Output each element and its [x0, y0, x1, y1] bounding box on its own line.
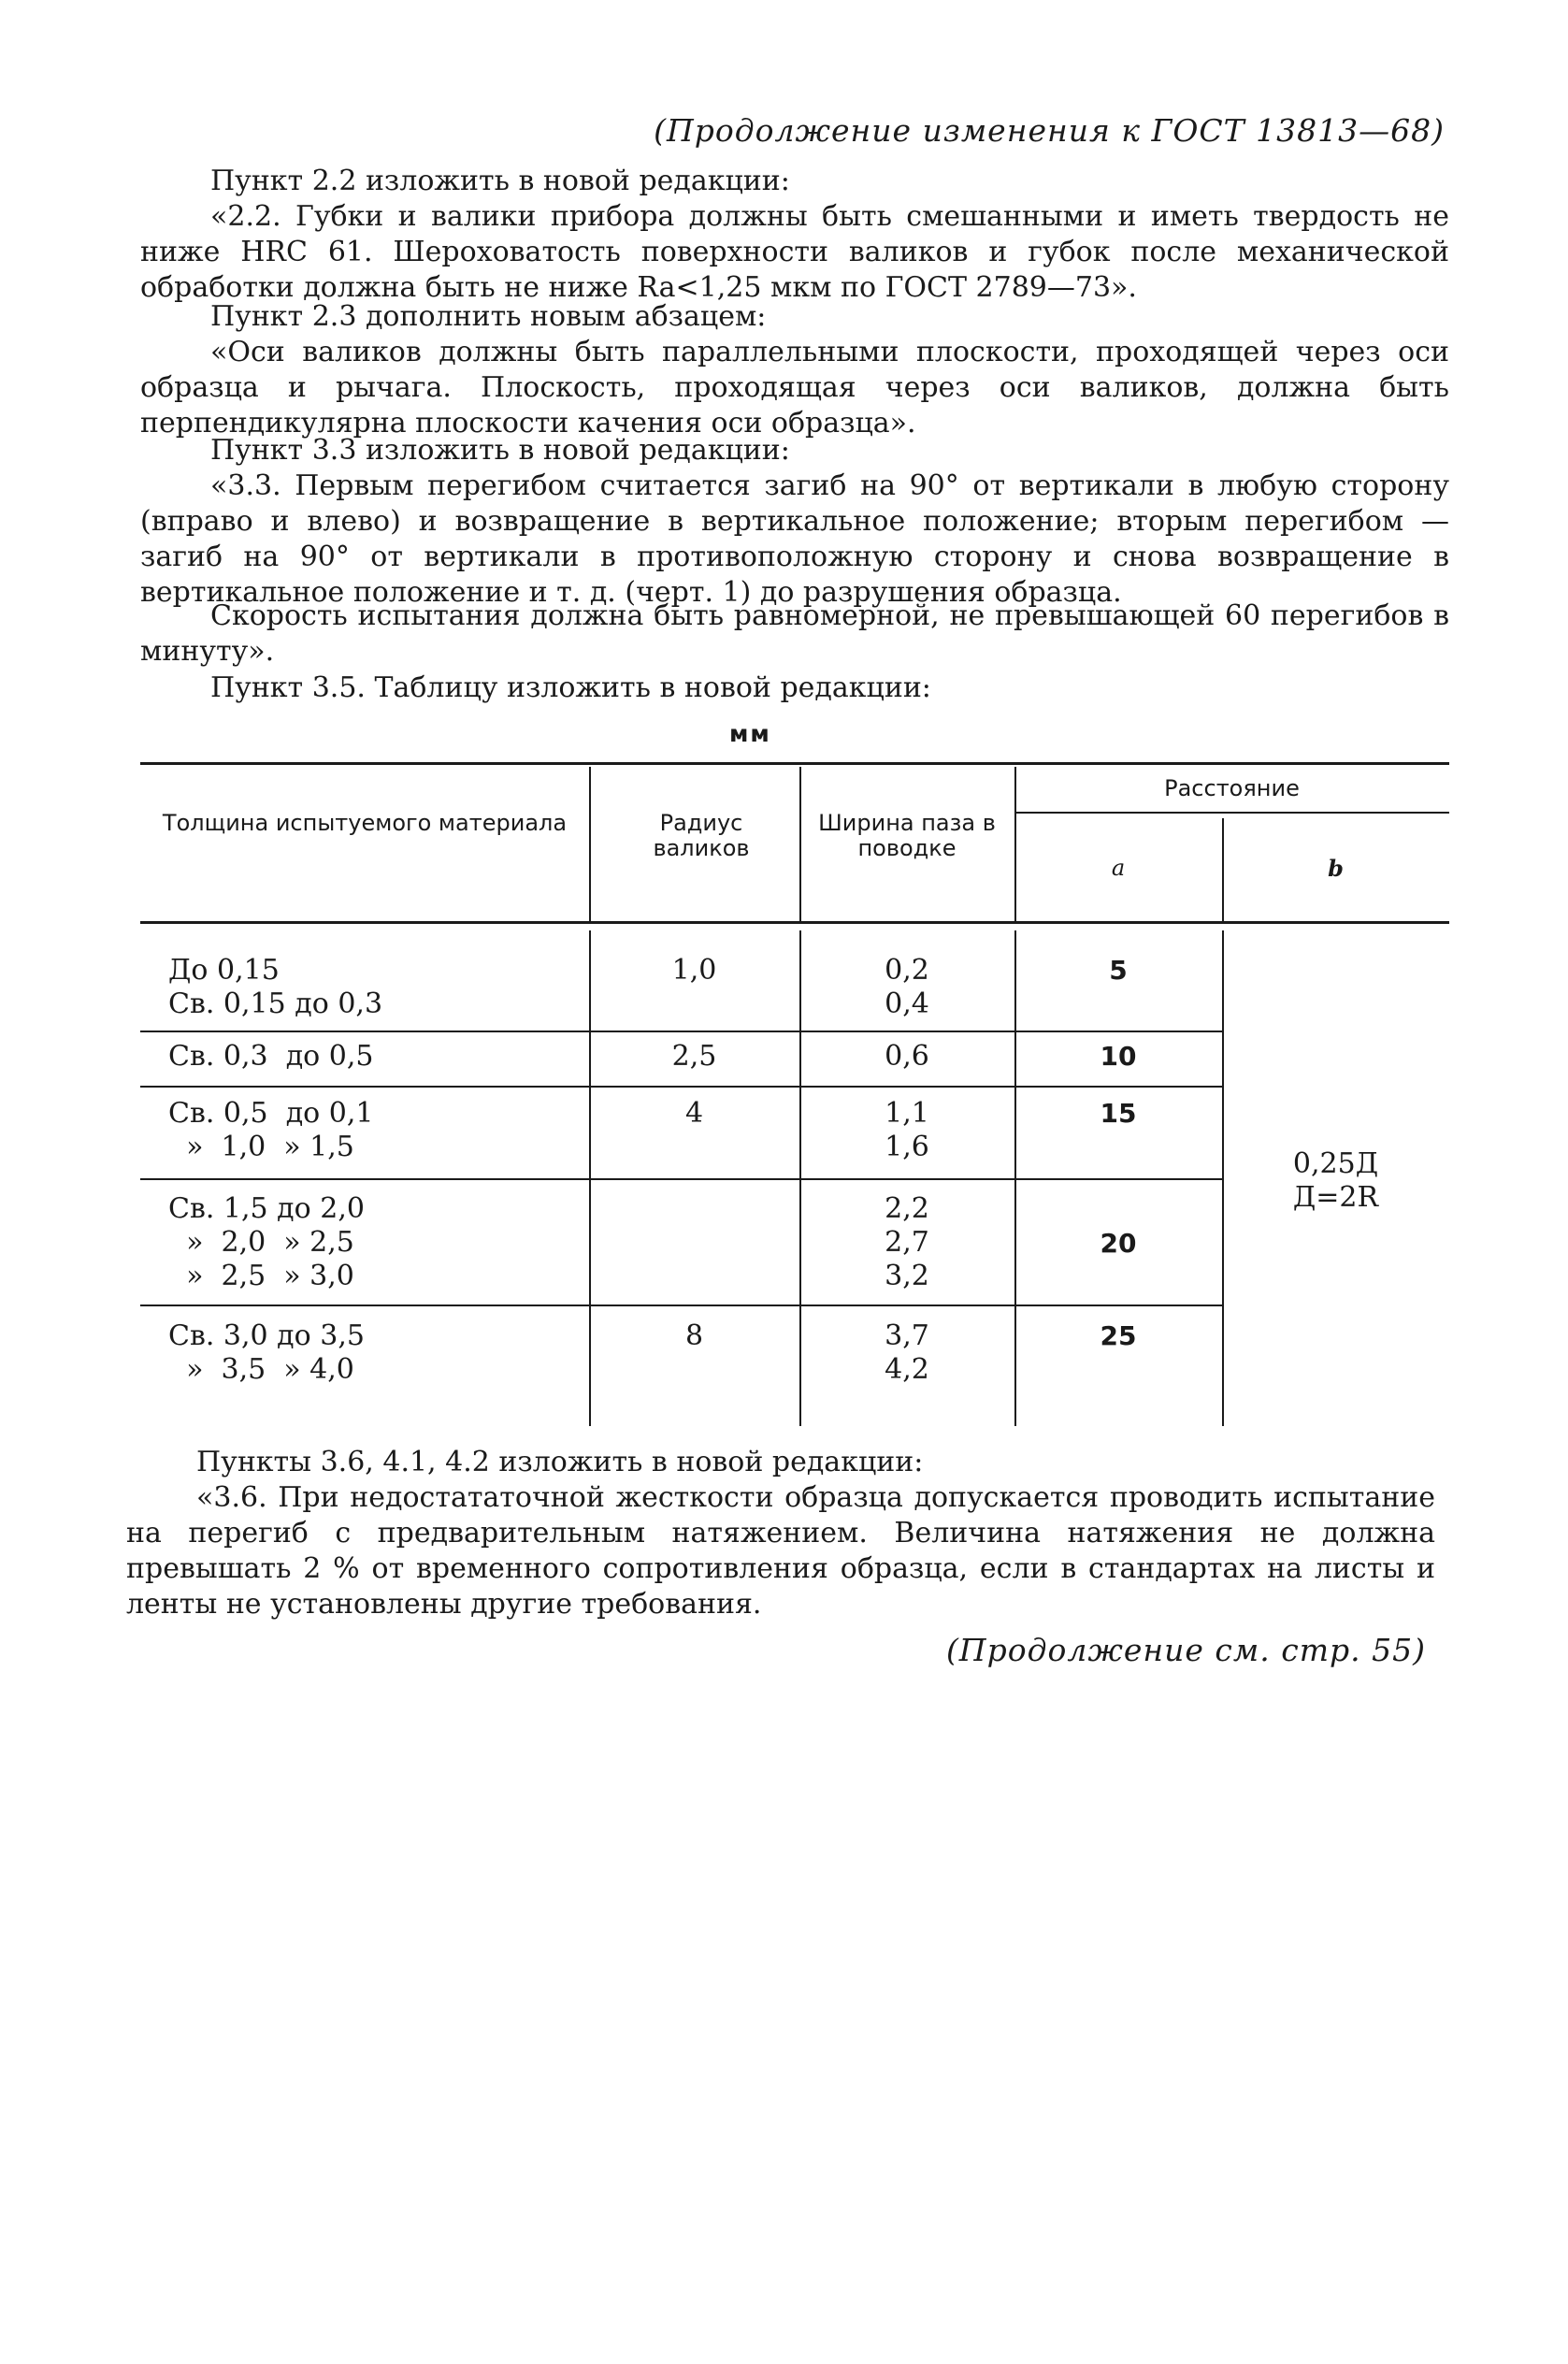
thickness-cell: » 2,5 » 3,0 — [168, 1260, 354, 1292]
distance-a-cell: 10 — [1100, 1041, 1137, 1072]
thickness-cell: Св. 0,15 до 0,3 — [168, 987, 383, 1020]
radius-cell: 2,5 — [671, 1040, 717, 1073]
group-separator-1 — [140, 1031, 1222, 1032]
dimensions-table — [140, 762, 1449, 1435]
table-unit-label: мм — [729, 720, 771, 747]
table-top-rule — [140, 762, 1449, 765]
distance-b-cell — [1222, 1147, 1449, 1215]
table-row — [140, 1192, 589, 1293]
header-divider-1 — [589, 767, 591, 921]
header-radius: Радиус валиков — [653, 810, 750, 861]
paragraph-clause-2-3: «Оси валиков должны быть параллельными плоскости, проходящей через оси образца и рычага. Плоскость, проходящая через оси валиков, должна быть перпендикулярна плоскости качения оси образца». — [140, 336, 1449, 440]
thickness-cell: » 2,0 » 2,5 — [168, 1226, 354, 1259]
distance-a-cell: 20 — [1100, 1228, 1137, 1259]
slot-width-value: 4,2 — [885, 1353, 929, 1386]
table-row — [140, 1097, 589, 1164]
slot-width-cell — [799, 1192, 1014, 1293]
thickness-cell: Св. 0,3 до 0,5 — [168, 1040, 374, 1073]
distance-b-value: 0,25Д — [1292, 1147, 1379, 1180]
slot-width-cell — [799, 1097, 1014, 1164]
radius-cell: 1,0 — [671, 954, 717, 987]
paragraph-test-speed: Скорость испытания должна быть равномерной, не превышающей 60 перегибов в минуту». — [140, 599, 1449, 668]
slot-width-value: 1,6 — [885, 1131, 929, 1163]
paragraph-clause-3-3: «3.3. Первым перегибом считается загиб на 90° от вертикали в любую сторону (вправо и влево) и возвращение в вертикальное положение; вторым перегибом — загиб на 90° от вертикали в противоположную сторону и снова возвращение в вертикальное положение и т. д. (черт. 1) до разрушения образца. — [140, 469, 1449, 609]
paragraph-clause-2-2: «2.2. Губки и валики прибора должны быть смешанными и иметь твердость не ниже HRC 61. Шероховатость поверхности валиков и губок после механической обработки должна быть не ниже Ra<1,25 мкм по ГОСТ 2789—73». — [140, 200, 1449, 304]
slot-width-value: 1,1 — [885, 1097, 929, 1130]
slot-width-cell — [799, 1040, 1014, 1074]
slot-width-value: 2,2 — [885, 1192, 929, 1225]
thickness-cell: » 1,0 » 1,5 — [168, 1131, 354, 1163]
slot-width-value: 0,6 — [885, 1040, 929, 1073]
paragraph-clause-2-2-intro: Пункт 2.2 изложить в новой редакции: — [210, 165, 790, 197]
slot-width-cell — [799, 1319, 1014, 1387]
table-header-bottom-rule — [140, 921, 1449, 924]
table-row — [140, 1040, 589, 1074]
group-separator-2 — [140, 1086, 1222, 1088]
distance-b-value: Д=2R — [1292, 1181, 1379, 1214]
distance-a-cell: 5 — [1109, 955, 1128, 986]
header-distance-b: b — [1328, 855, 1344, 882]
slot-width-cell — [799, 954, 1014, 1021]
group-separator-4 — [140, 1305, 1222, 1306]
radius-cell: 4 — [684, 1097, 704, 1130]
paragraph-clause-3-3-intro: Пункт 3.3 изложить в новой редакции: — [210, 434, 790, 467]
slot-width-value: 0,2 — [885, 954, 929, 987]
distance-subheader-rule — [1014, 812, 1449, 814]
header-distance: Расстояние — [1164, 775, 1300, 801]
thickness-cell: Св. 3,0 до 3,5 — [168, 1319, 365, 1352]
paragraph-clause-2-3-intro: Пункт 2.3 дополнить новым абзацем: — [210, 300, 767, 333]
header-slot-width: Ширина паза в поводке — [818, 810, 996, 861]
distance-a-cell: 15 — [1100, 1098, 1137, 1129]
table-row — [140, 1319, 589, 1387]
header-distance-a: a — [1111, 855, 1126, 881]
thickness-cell: Св. 1,5 до 2,0 — [168, 1192, 365, 1225]
slot-width-value: 0,4 — [885, 987, 929, 1020]
thickness-cell: Св. 0,5 до 0,1 — [168, 1097, 374, 1130]
group-separator-3 — [140, 1178, 1222, 1180]
paragraph-clause-3-5-intro: Пункт 3.5. Таблицу изложить в новой редакции: — [210, 671, 931, 704]
thickness-cell: До 0,15 — [168, 954, 280, 987]
header-thickness: Толщина испытуемого материала — [162, 810, 568, 836]
thickness-cell: » 3,5 » 4,0 — [168, 1353, 354, 1386]
page-header: (Продолжение изменения к ГОСТ 13813—68) — [654, 112, 1445, 149]
slot-width-value: 3,7 — [885, 1319, 929, 1352]
table-row — [140, 954, 589, 1021]
distance-a-cell: 25 — [1100, 1320, 1137, 1351]
paragraph-clauses-3-6-intro: Пункты 3.6, 4.1, 4.2 изложить в новой редакции: — [196, 1446, 924, 1478]
slot-width-value: 3,2 — [885, 1260, 929, 1292]
radius-cell: 8 — [684, 1319, 704, 1352]
page-footer: (Продолжение см. стр. 55) — [945, 1632, 1426, 1668]
paragraph-clause-3-6: «3.6. При недостататочной жесткости образца допускается проводить испытание на перегиб с предварительным натяжением. Величина натяжения не должна превышать 2 % от временного сопротивления образца, если в стандартах на листы и ленты не установлены другие требования. — [126, 1481, 1435, 1621]
slot-width-value: 2,7 — [885, 1226, 929, 1259]
